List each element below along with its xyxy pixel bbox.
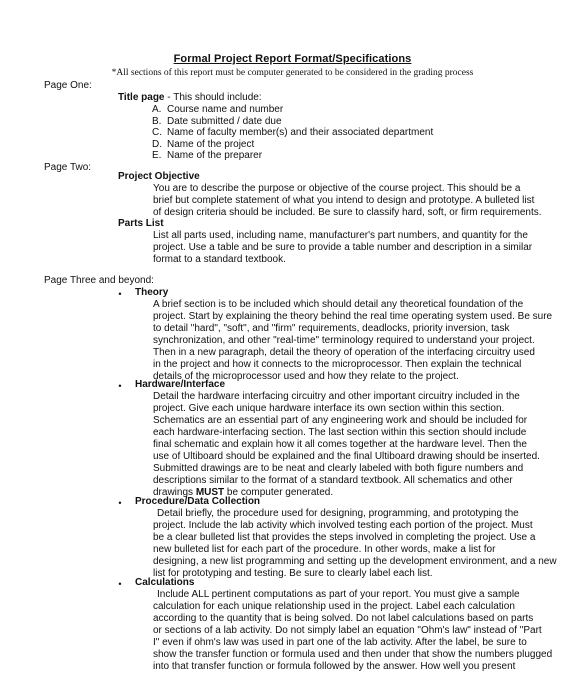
page-three-label: Page Three and beyond: [44,275,154,286]
page-one-label: Page One: [44,80,92,91]
project-objective-text [153,183,542,219]
emphasis-must: MUST [195,487,225,498]
text-line: synchronization, and other "real-time" terminology required to understand your project. [153,335,535,346]
text-span: drawings [153,487,196,498]
title-item-text: Name of faculty member(s) and their associated department [167,127,434,139]
text-line: in the project and how it connects to the microprocessor. Then explain the technical [153,359,522,370]
bullet-icon: • [118,579,122,589]
text-line: final schematic and explain how it all comes together at the hardware level. Then the [153,439,527,450]
title-item-text: Name of the project [167,138,255,150]
title-item-text: Name of the preparer [167,150,263,162]
text-line: list for prototyping and testing. Be sure to clearly label each list. [153,568,433,579]
document-subtitle: *All sections of this report must be computer generated to be considered in the grading process [111,68,474,78]
document-title: Formal Project Report Format/Specifications [173,53,412,65]
text-line: List all parts used, including name, manufacturer's part numbers, and quantity for the [153,230,528,241]
text-line: project. Start by explaining the theory behind the real time operating system used. Be sure [153,311,553,322]
title-item-text: Date submitted / date due [167,115,282,127]
text-line: of design criteria should be included. Be sure to classify hard, soft, or firm requirements. [153,207,542,218]
procedure-text [153,508,557,580]
text-line: format to a standard textbook. [153,254,286,265]
theory-text [153,299,552,383]
title-page-intro: - This should include: [164,92,262,103]
parts-list-text [153,230,532,266]
text-line: details of the microprocessor used and how they relate to the project. [153,371,459,382]
text-line: You are to describe the purpose or objective of the course project. This should be a [153,183,521,194]
calculations-text [153,589,553,673]
title-page-heading: Title page [118,92,165,103]
page-two-label: Page Two: [44,162,92,173]
text-line: designing, a new list programming and setting up the development environment, and a new [153,556,557,567]
text-line: Schematics are an essential part of any engineering work and should be included for [153,415,528,426]
text-line: Submitted drawings are to be neat and clearly labeled with both figure numbers and [153,463,524,474]
text-line: to detail "hard", "soft", and "firm" requirements, deadlocks, priority inversion, task [153,323,510,334]
text-line: descriptions similar to the format of a standard textbook. All schematics and other [153,475,513,486]
text-line: Include ALL pertinent computations as part of your report. You must give a sample [157,589,520,600]
text-line: project. Give each unique hardware interface its own section within this section. [153,403,505,414]
text-line: each hardware-interfacing section. The last section within this section should include [153,427,527,438]
text-line: use of Ultiboard should be explained and the final Ultiboard drawing should be inserted. [153,451,540,462]
text-line: I" even if ohm's law was used in part one of the lab activity. After the label, be sure to [153,637,527,648]
title-page-heading-line [118,92,262,104]
text-line: calculation for each unique relationship used in the project. Label each calculation [153,601,515,612]
project-objective-heading: Project Objective [118,171,200,182]
procedure-heading: Procedure/Data Collection [135,496,261,507]
text-line: A brief section is to be included which should detail any theoretical foundation of the [153,299,524,310]
theory-heading: Theory [135,287,169,298]
text-line: project. Use a table and be sure to provide a table number and description in a similar [153,242,533,253]
parts-list-heading: Parts List [118,218,164,229]
title-item-letter: B. [152,115,162,127]
text-line: be a clear bulleted list that provides the steps involved in completing the project. Use a [153,532,536,543]
text-line: or sections of a lab activity. Do not simply label an equation "Ohm's law" instead of "Part [153,625,542,636]
text-line: project. Include the lab activity which involved testing each portion of the project. Must [153,520,533,531]
text-line: Detail briefly, the procedure used for designing, programming, and prototyping the [157,508,519,519]
text-line: show the transfer function or formula used and then under that show the numbers plugged [153,649,553,660]
text-line: Then in a new paragraph, detail the theory of operation of the interfacing circuitry used [153,347,535,358]
bullet-icon: • [118,498,122,508]
bullet-icon: • [118,381,122,391]
title-item-letter: E. [152,150,162,162]
text-line: into that transfer function or formula followed by the answer. How well you present [153,661,516,672]
text-line: according to the quantity that is being solved. Do not label calculations based on parts [153,613,534,624]
calculations-heading: Calculations [135,577,195,588]
hardware-interface-text [153,391,540,499]
text-line: brief but complete statement of what you intend to design and prototype. A bulleted list [153,195,535,206]
text-line: Detail the hardware interfacing circuitry and other important circuitry included in the [153,391,520,402]
title-item-letter: D. [152,138,162,150]
title-item-letter: C. [152,127,162,139]
text-span: be computer generated. [224,487,334,498]
bullet-icon: • [118,289,122,299]
text-line: new bulleted list for each part of the procedure. In other words, make a list for [153,544,496,555]
title-item-text: Course name and number [167,104,284,115]
title-item-letter: A. [152,104,162,115]
hardware-interface-heading: Hardware/Interface [135,379,226,390]
